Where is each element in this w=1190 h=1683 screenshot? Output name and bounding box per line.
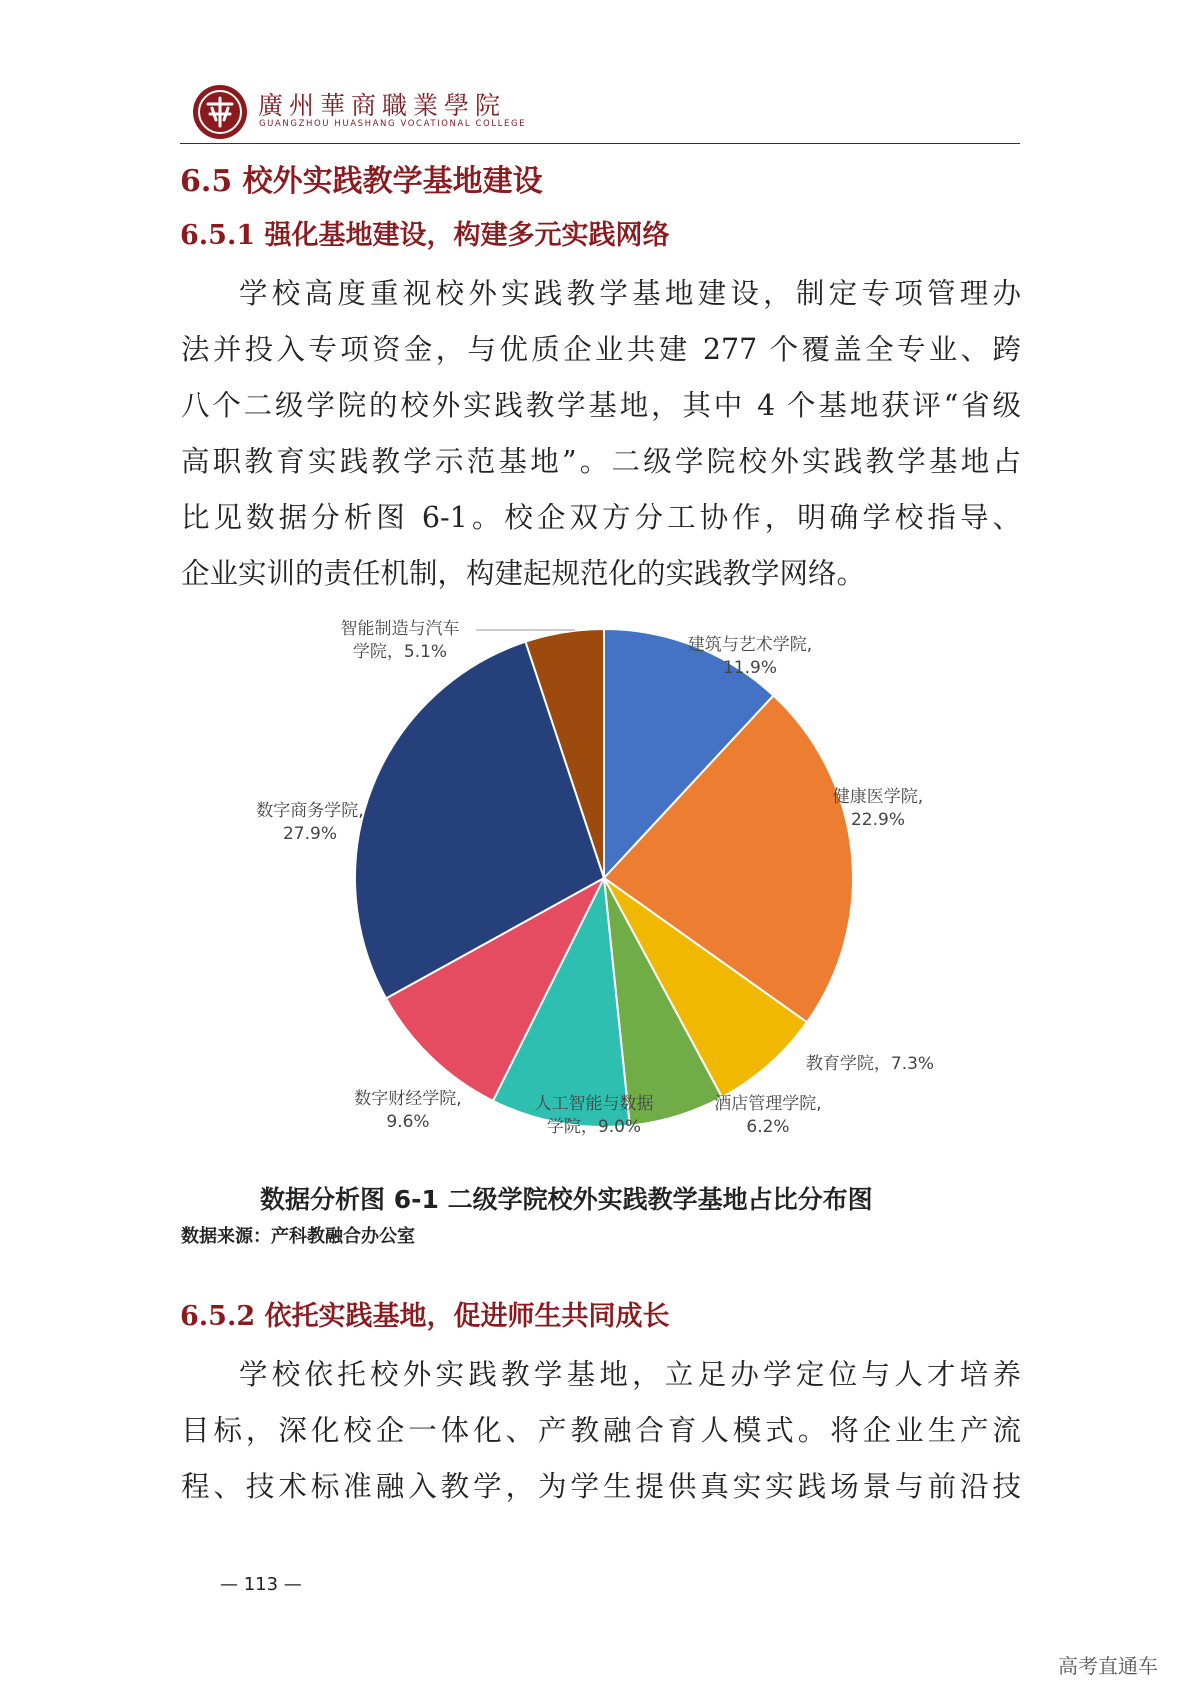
pie-slice-label-line: 建筑与艺术学院, bbox=[687, 635, 813, 655]
pie-slice-label-line: 11.9% bbox=[722, 658, 778, 678]
school-name-cn: 廣州華商職業學院 bbox=[258, 91, 507, 120]
pie-slice-label-line: 人工智能与数据 bbox=[534, 1094, 654, 1114]
pie-slice-label bbox=[354, 1089, 461, 1132]
pie-slice-label bbox=[256, 801, 363, 844]
pie-slice-label-line: 27.9% bbox=[282, 824, 338, 844]
header-rule bbox=[180, 143, 1020, 144]
school-name-en: GUANGZHOU HUASHANG VOCATIONAL COLLEGE bbox=[259, 119, 527, 129]
paragraph-line: 学校依托校外实践教学基地，立足办学定位与人才培养 bbox=[239, 1358, 1021, 1391]
pie-slice-label bbox=[714, 1094, 821, 1137]
pie-slice-label-line: 6.2% bbox=[746, 1117, 790, 1137]
paragraph-line: 目标，深化校企一体化、产教融合育人模式。将企业生产流 bbox=[181, 1414, 1021, 1447]
paragraph-line: 比见数据分析图 6-1。校企双方分工协作，明确学校指导、 bbox=[181, 501, 1021, 534]
figure-caption: 数据分析图 6-1 二级学院校外实践教学基地占比分布图 bbox=[260, 1185, 873, 1214]
pie-slice-label-line: 教育学院，7.3% bbox=[805, 1054, 935, 1074]
subsection-2-paragraph bbox=[181, 1347, 1021, 1515]
subsection-1-paragraph bbox=[181, 266, 1021, 602]
pie-slice-label-line: 智能制造与汽车 bbox=[340, 619, 460, 639]
pie-slice-label-line: 酒店管理学院, bbox=[714, 1094, 822, 1114]
pie-slices bbox=[352, 629, 853, 1127]
college-logo-seal bbox=[192, 84, 248, 140]
paragraph-line: 程、技术标准融入教学，为学生提供真实实践场景与前沿技 bbox=[181, 1470, 1021, 1503]
page-number: — 113 — bbox=[220, 1574, 302, 1595]
subsection-1-title: 6.5.1 强化基地建设，构建多元实践网络 bbox=[180, 220, 670, 251]
section-title: 6.5 校外实践教学基地建设 bbox=[180, 164, 543, 199]
pie-slice-label bbox=[806, 1054, 934, 1074]
subsection-2-title: 6.5.2 依托实践基地，促进师生共同成长 bbox=[180, 1301, 670, 1332]
paragraph-line: 高职教育实践教学示范基地”。二级学院校外实践教学基地占 bbox=[181, 445, 1021, 478]
paragraph-line: 八个二级学院的校外实践教学基地，其中 4 个基地获评“省级 bbox=[181, 389, 1021, 422]
pie-slice-label bbox=[341, 619, 460, 662]
pie-slice-label-line: 健康医学院, bbox=[832, 787, 924, 807]
figure-source: 数据来源：产科教融合办公室 bbox=[181, 1226, 415, 1247]
paragraph-line: 法并投入专项资金，与优质企业共建 277 个覆盖全专业、跨 bbox=[181, 333, 1021, 366]
paragraph-line: 企业实训的责任机制，构建起规范化的实践教学网络。 bbox=[181, 557, 866, 590]
watermark-text: 高考直通车 bbox=[1058, 1654, 1158, 1678]
pie-slice-label-line: 数字财经学院, bbox=[354, 1089, 462, 1109]
pie-slice-label-line: 数字商务学院, bbox=[256, 801, 364, 821]
pie-chart bbox=[230, 606, 990, 1156]
pie-slice-label-line: 22.9% bbox=[850, 810, 906, 830]
pie-slice-label-line: 9.6% bbox=[386, 1112, 430, 1132]
paragraph-line: 学校高度重视校外实践教学基地建设，制定专项管理办 bbox=[239, 277, 1021, 310]
pie-slice-label-line: 学院，5.1% bbox=[352, 642, 448, 662]
pie-slice-label-line: 学院，9.0% bbox=[546, 1117, 642, 1137]
